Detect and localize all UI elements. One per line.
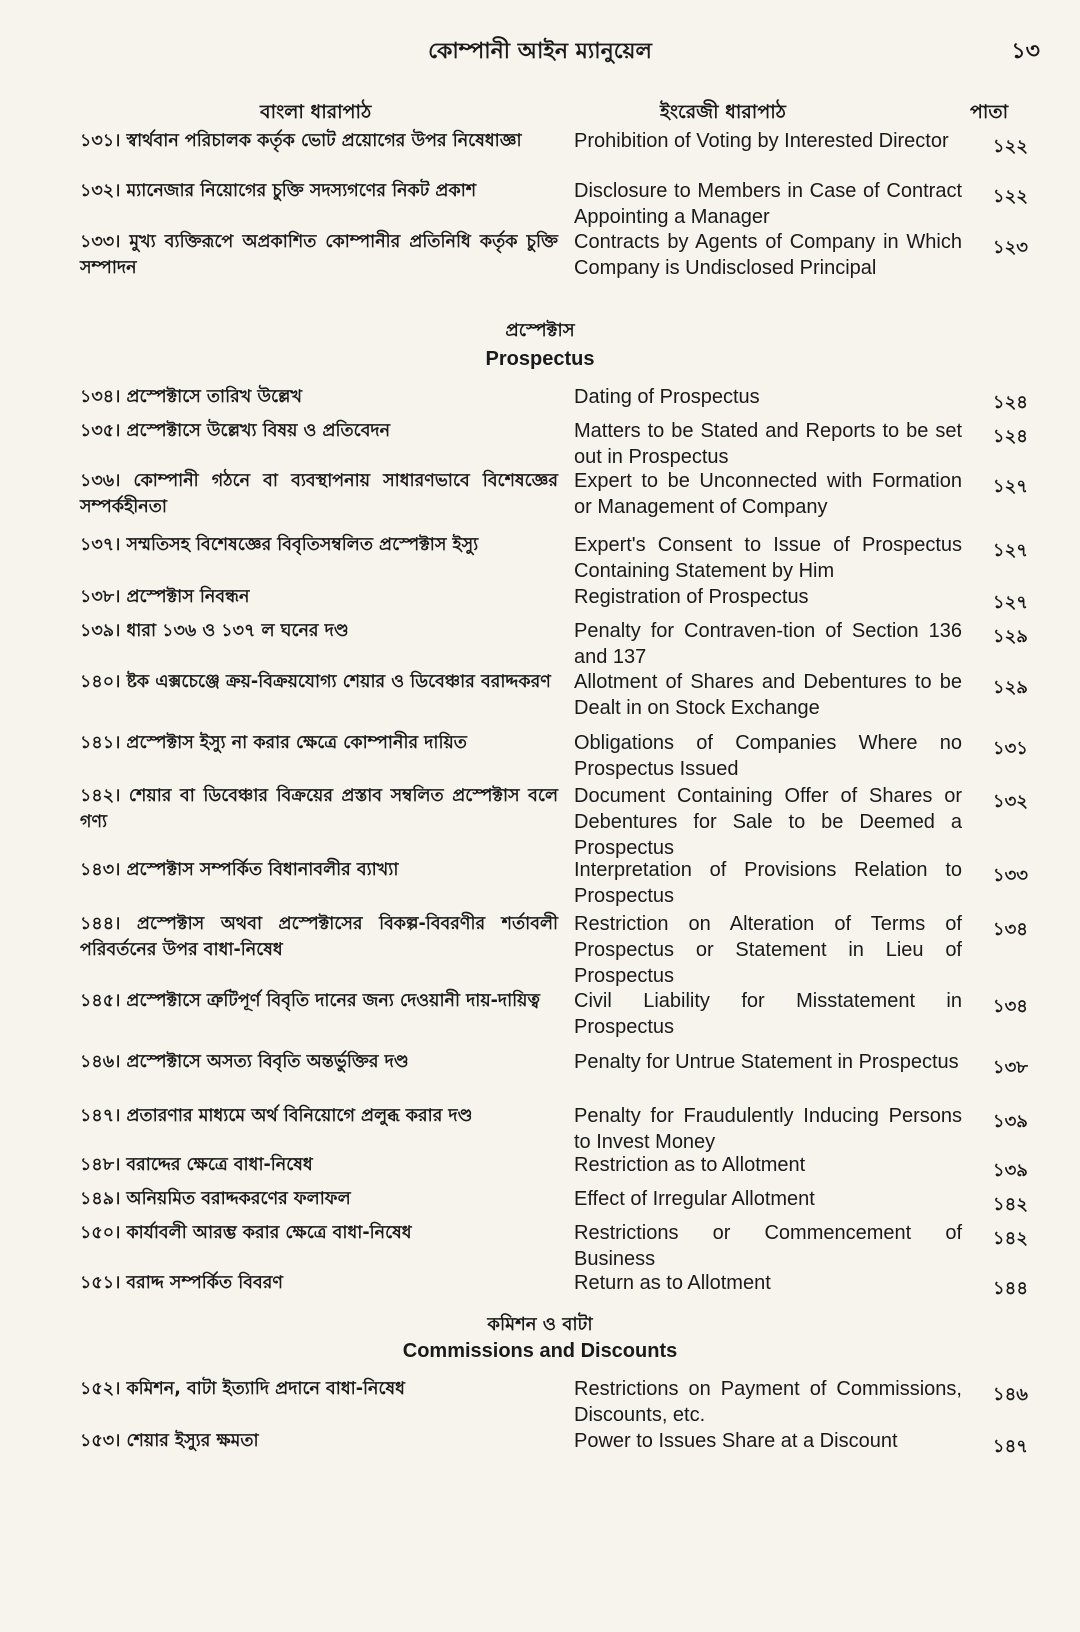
page-number: ১৩: [1011, 38, 1040, 64]
entry-bangla-text: ১৪৬। প্রস্পেক্টাসে অসত্য বিবৃতি অন্তর্ভুক্তির দণ্ড: [80, 1052, 409, 1072]
entry-bangla-text: ১৪৫। প্রস্পেক্টাসে ত্রুটিপূর্ণ বিবৃতি দানের জন্য দেওয়ানী দায়-দায়িত্ব: [80, 991, 540, 1011]
entry-english-text: Expert's Consent to Issue of Prospectus Containing Statement by Him: [574, 534, 962, 582]
column-header-english: ইংরেজী ধারাপাঠ: [660, 101, 786, 123]
running-header-title: কোম্পানী আইন ম্যানুয়েল: [428, 38, 652, 64]
entry-english-text: Restriction as to Allotment: [574, 1154, 806, 1176]
entry-bangla-text: ১৩৯। ধারা ১৩৬ ও ১৩৭ ল ঘনের দণ্ড: [80, 621, 349, 641]
entry-english-text: Contracts by Agents of Company in Which Company is Undisclosed Principal: [574, 231, 962, 279]
section-title-english: Prospectus: [485, 348, 595, 370]
column-header-page: পাতা: [970, 101, 1009, 123]
entry-page-number: ১৪৪: [992, 1278, 1028, 1299]
entry-bangla-text: ১৫০। কার্যাবলী আরম্ভ করার ক্ষেত্রে বাধা-নিষেধ: [80, 1223, 412, 1243]
entry-bangla-text: ১৩১। স্বার্থবান পরিচালক কর্তৃক ভোট প্রয়োগের উপর নিষেধাজ্ঞা: [80, 131, 522, 151]
entry-english-text: Document Containing Offer of Shares or Debentures for Sale to be Deemed a Prospectus: [574, 785, 962, 859]
entry-english-text: Return as to Allotment: [574, 1272, 771, 1294]
entry-english-text: Penalty for Contraven-tion of Section 136 and 137: [574, 620, 962, 668]
entry-page-number: ১৪২: [992, 1194, 1028, 1215]
entry-english-text: Allotment of Shares and Debentures to be Dealt in on Stock Exchange: [574, 671, 962, 719]
section-title-bangla: প্রস্পেক্টাস: [505, 320, 575, 341]
entry-english-text: Penalty for Fraudulently Inducing Persons to Invest Money: [574, 1105, 962, 1153]
entry-bangla-text: ১৩৫। প্রস্পেক্টাসে উল্লেখ্য বিষয় ও প্রতিবেদন: [80, 421, 391, 441]
entry-english-text: Penalty for Untrue Statement in Prospectus: [574, 1051, 959, 1073]
entry-page-number: ১৩৪: [992, 996, 1028, 1017]
entry-bangla-text: ১৪৯। অনিয়মিত বরাদ্দকরণের ফলাফল: [80, 1189, 351, 1209]
entry-english-text: Effect of Irregular Allotment: [574, 1188, 815, 1210]
entry-english-text: Interpretation of Provisions Relation to Prospectus: [574, 859, 962, 907]
entry-english-text: Matters to be Stated and Reports to be set out in Prospectus: [574, 420, 962, 468]
entry-page-number: ১২৯: [992, 626, 1028, 647]
entry-english-text: Obligations of Companies Where no Prospectus Issued: [574, 732, 962, 780]
entry-bangla-text: ১৩৭। সম্মতিসহ বিশেষজ্ঞের বিবৃতিসম্বলিত প্রস্পেক্টাস ইস্যু: [80, 535, 479, 555]
entry-page-number: ১২৯: [992, 677, 1028, 698]
entry-bangla-text: ১৪২। শেয়ার বা ডিবেঞ্চার বিক্রয়ের প্রস্তাব সম্বলিত প্রস্পেক্টাস বলে গণ্য: [80, 786, 558, 832]
section-title-english: Commissions and Discounts: [402, 1340, 678, 1362]
entry-page-number: ১৩২: [992, 791, 1028, 812]
entry-page-number: ১২২: [992, 136, 1028, 157]
entry-page-number: ১২৪: [992, 392, 1028, 413]
entry-bangla-text: ১৫৩। শেয়ার ইস্যুর ক্ষমতা: [80, 1431, 259, 1451]
entry-page-number: ১৩১: [992, 738, 1028, 759]
entry-page-number: ১৩৮: [992, 1057, 1028, 1078]
entry-bangla-text: ১৫১। বরাদ্দ সম্পর্কিত বিবরণ: [80, 1273, 283, 1293]
entry-english-text: Restriction on Alteration of Terms of Prospectus or Statement in Lieu of Prospectus: [574, 913, 962, 987]
entry-page-number: ১৩৯: [992, 1111, 1028, 1132]
entry-english-text: Restrictions on Payment of Commissions, Discounts, etc.: [574, 1378, 962, 1426]
entry-page-number: ১২৭: [992, 476, 1028, 497]
entry-page-number: ১৩৩: [992, 865, 1028, 886]
entry-bangla-text: ১৪৪। প্রস্পেক্টাস অথবা প্রস্পেক্টাসের বিকল্প-বিবরণীর শর্তাবলী পরিবর্তনের উপর বাধা-নিষেধ: [80, 914, 558, 960]
entry-bangla-text: ১৪৭। প্রতারণার মাধ্যমে অর্থ বিনিয়োগে প্রলুব্ধ করার দণ্ড: [80, 1106, 473, 1126]
section-title-bangla: কমিশন ও বাটা: [487, 1314, 593, 1335]
entry-bangla-text: ১৩২। ম্যানেজার নিয়োগের চুক্তি সদস্যগণের নিকট প্রকাশ: [80, 181, 477, 201]
entry-english-text: Prohibition of Voting by Interested Director: [574, 130, 949, 152]
entry-page-number: ১৪৬: [992, 1384, 1028, 1405]
entry-bangla-text: ১৫২। কমিশন, বাটা ইত্যাদি প্রদানে বাধা-নিষেধ: [80, 1379, 405, 1399]
entry-page-number: ১২২: [992, 186, 1028, 207]
entry-page-number: ১৪২: [992, 1228, 1028, 1249]
entry-page-number: ১২৪: [992, 426, 1028, 447]
entry-bangla-text: ১৪৮। বরাদ্দের ক্ষেত্রে বাধা-নিষেধ: [80, 1155, 313, 1175]
entry-bangla-text: ১৩৪। প্রস্পেক্টাসে তারিখ উল্লেখ: [80, 387, 302, 407]
entry-english-text: Power to Issues Share at a Discount: [574, 1430, 898, 1452]
column-header-bangla: বাংলা ধারাপাঠ: [260, 101, 372, 123]
entry-page-number: ১৩৯: [992, 1160, 1028, 1181]
entry-bangla-text: ১৩৮। প্রস্পেক্টাস নিবন্ধন: [80, 587, 250, 607]
entry-page-number: ১২৩: [992, 237, 1028, 258]
entry-english-text: Expert to be Unconnected with Formation or Management of Company: [574, 470, 962, 518]
entry-page-number: ১৩৪: [992, 919, 1028, 940]
entry-bangla-text: ১৪০। ষ্টক এক্সচেঞ্জে ক্রয়-বিক্রয়যোগ্য শেয়ার ও ডিবেঞ্চার বরাদ্দকরণ: [80, 672, 551, 692]
entry-page-number: ১২৭: [992, 592, 1028, 613]
entry-english-text: Civil Liability for Misstatement in Prospectus: [574, 990, 962, 1038]
entry-bangla-text: ১৪১। প্রস্পেক্টাস ইস্যু না করার ক্ষেত্রে কোম্পানীর দায়িত: [80, 733, 467, 753]
entry-bangla-text: ১৪৩। প্রস্পেক্টাস সম্পর্কিত বিধানাবলীর ব্যাখ্যা: [80, 860, 399, 880]
entry-page-number: ১৪৭: [992, 1436, 1028, 1457]
entry-bangla-text: ১৩৬। কোম্পানী গঠনে বা ব্যবস্থাপনায় সাধারণভাবে বিশেষজ্ঞের সম্পর্কহীনতা: [80, 471, 558, 517]
entry-english-text: Registration of Prospectus: [574, 586, 809, 608]
entry-page-number: ১২৭: [992, 540, 1028, 561]
entry-english-text: Dating of Prospectus: [574, 386, 760, 408]
entry-english-text: Restrictions or Commencement of Business: [574, 1222, 962, 1270]
entry-bangla-text: ১৩৩। মুখ্য ব্যক্তিরূপে অপ্রকাশিত কোম্পানীর প্রতিনিধি কর্তৃক চুক্তি সম্পাদন: [80, 232, 558, 278]
entry-english-text: Disclosure to Members in Case of Contract Appointing a Manager: [574, 180, 962, 228]
